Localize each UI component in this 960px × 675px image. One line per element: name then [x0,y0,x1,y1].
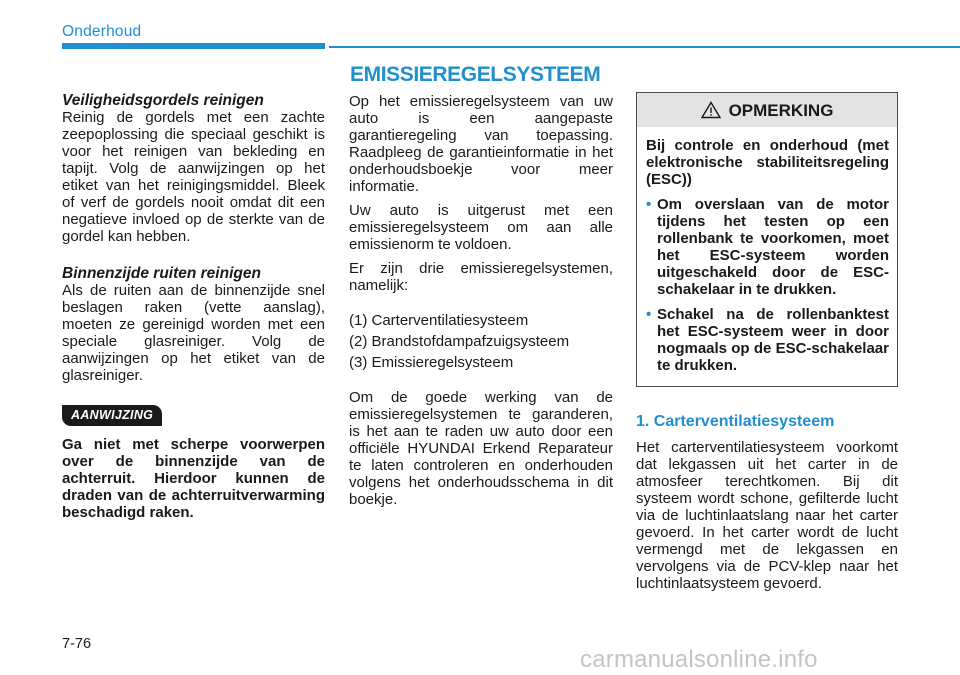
service-paragraph: Om de goede werking van de emissieregelsystemen te garanderen, is het aan te raden uw auto door een officiële HYUNDAI Erkend Reparateur te laten controleren en onderhouden volgens het onderhoudsschema in dit boekje. [349,389,613,508]
bullet-dot: • [646,306,652,323]
list-item: (2) Brandstofdampafzuigsysteem [349,333,570,350]
list-item: (3) Emissieregelsysteem [349,354,514,371]
column-right [636,92,898,592]
note-bullet [646,196,889,298]
note-bullet-text: Schakel na de rollenbanktest het ESC-systeem weer in door nogmaals op de ESC-schakelaar te drukken. [657,306,889,374]
note-header [637,93,897,127]
note-bullet-text: Om overslaan van de motor tijdens het testen op een rollenbank te voorkomen, moet het ESC-systeem worden uitgeschakeld door de ESC-schakelaar in te drukken. [657,196,889,298]
note-intro: Bij controle en onderhoud (met elektronische stabiliteitsregeling (ESC)) [646,137,889,188]
watermark: carmanualsonline.info [580,646,818,673]
windows-text: Als de ruiten aan de binnenzijde snel beslagen raken (vette aanslag), moeten ze gereinigd worden met een speciale glasreiniger. Volg de aanwijzingen op het etiket van de glasreiniger. [62,282,325,384]
seatbelts-text: Reinig de gordels met een zachte zeepoplossing die speciaal geschikt is voor het reinigen van bekleding en tapijt. Volg de aanwijzingen op het etiket van het reinigingsmiddel. Bleek of verf de gordels nooit omdat dit een negatieve invloed op de sterkte van de gordel kan hebben. [62,109,325,245]
systems-intro: Er zijn drie emissieregelsystemen, namelijk: [349,260,613,294]
note-bullet [646,306,889,374]
note-body [637,127,897,386]
caution-badge: AANWIJZING [62,405,162,426]
column-left [62,92,325,521]
equipment-paragraph: Uw auto is uitgerust met een emissieregelsysteem om aan alle emissienorm te voldoen. [349,202,613,253]
section-label: Onderhoud [62,23,142,40]
windows-title: Binnenzijde ruiten reinigen [62,265,261,282]
bullet-dot: • [646,196,652,213]
list-item: (1) Carterventilatiesysteem [349,312,529,329]
page-heading: EMISSIEREGELSYSTEEM [350,63,601,86]
column-middle [349,93,613,508]
header-rule-thin [329,46,960,48]
crankcase-text: Het carterventilatiesysteem voorkomt dat lekgassen uit het carter in de atmosfeer terechtkomen. Bij dit systeem wordt schone, gefilterde lucht via de luchtinlaatslang naar het carter gevoerd. In het carter wordt de lucht vermengd met de lekgassen en vervolgens via de PCV-klep naar het luchtinlaatsysteem gevoerd. [636,439,898,592]
caution-text: Ga niet met scherpe voorwerpen over de binnenzijde van de achterruit. Hierdoor kunnen de draden van de achterruitverwarming beschadigd raken. [62,436,325,521]
note-title: OPMERKING [728,100,834,120]
warning-triangle-icon [701,101,721,119]
crankcase-heading: 1. Carterventilatiesysteem [636,413,835,430]
page-number: 7-76 [62,636,92,652]
note-box [636,92,898,387]
seatbelts-title: Veiligheidsgordels reinigen [62,92,264,109]
header-rule-thick [62,43,325,49]
warranty-paragraph: Op het emissieregelsysteem van uw auto is een aangepaste garantieregeling van toepassing. Raadpleeg de garantieinformatie in het onderhoudsboekje voor meer informatie. [349,93,613,195]
